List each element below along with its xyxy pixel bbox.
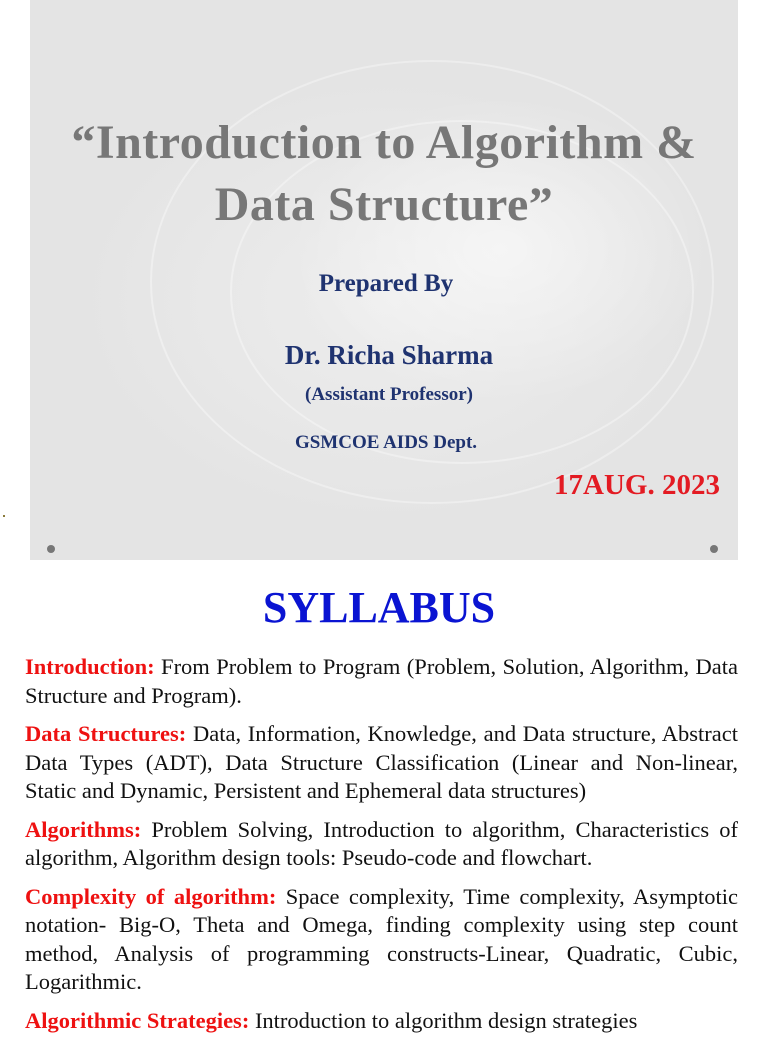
author-name: Dr. Richa Sharma <box>284 340 494 370</box>
section-label: Data Structures: <box>25 721 187 746</box>
section-label: Algorithms: <box>25 816 142 842</box>
syllabus-body <box>25 653 738 1045</box>
section-label: Complexity of algorithm: <box>25 883 277 909</box>
section-label: Algorithmic Strategies: <box>25 1007 250 1033</box>
slide-title <box>30 112 738 236</box>
syllabus-section <box>25 653 738 710</box>
syllabus-section <box>25 1007 738 1036</box>
author-role: (Assistant Professor) <box>305 384 473 405</box>
syllabus-section <box>25 720 738 806</box>
section-text: Data, Information, Knowledge, and Data structure, Abstract Data Types (ADT), Data Structure Classification (Linear and Non-linear, Static and Dynamic, Persistent and Ephemeral data structures) <box>25 721 738 803</box>
title-line-2: Data Structure” <box>214 178 554 231</box>
prepared-by-label: Prepared By <box>318 270 454 297</box>
lecture-date: 17AUG. 2023 <box>554 469 720 501</box>
section-label: Introduction: <box>25 654 155 679</box>
syllabus-heading: SYLLABUS <box>262 583 496 632</box>
section-text: Introduction to algorithm design strategies <box>249 1007 638 1033</box>
syllabus-section <box>25 883 738 997</box>
cover-slide <box>30 0 738 560</box>
department: GSMCOE AIDS Dept. <box>294 432 478 453</box>
syllabus-section <box>25 816 738 873</box>
title-line-1: “Introduction to Algorithm & <box>71 116 697 169</box>
slide-handle-left <box>47 545 55 553</box>
speck <box>3 515 5 517</box>
section-text: From Problem to Program (Problem, Solution, Algorithm, Data Structure and Program). <box>25 654 738 708</box>
section-text: Space complexity, Time complexity, Asymptotic notation- Big-O, Theta and Omega, finding complexity using step count method, Analysis of programming constructs-Linear, Quadratic, Cubic, Logarithmic. <box>25 883 738 994</box>
slide-handle-right <box>710 545 718 553</box>
section-text: Problem Solving, Introduction to algorithm, Characteristics of algorithm, Algorithm design tools: Pseudo-code and flowchart. <box>25 816 738 870</box>
